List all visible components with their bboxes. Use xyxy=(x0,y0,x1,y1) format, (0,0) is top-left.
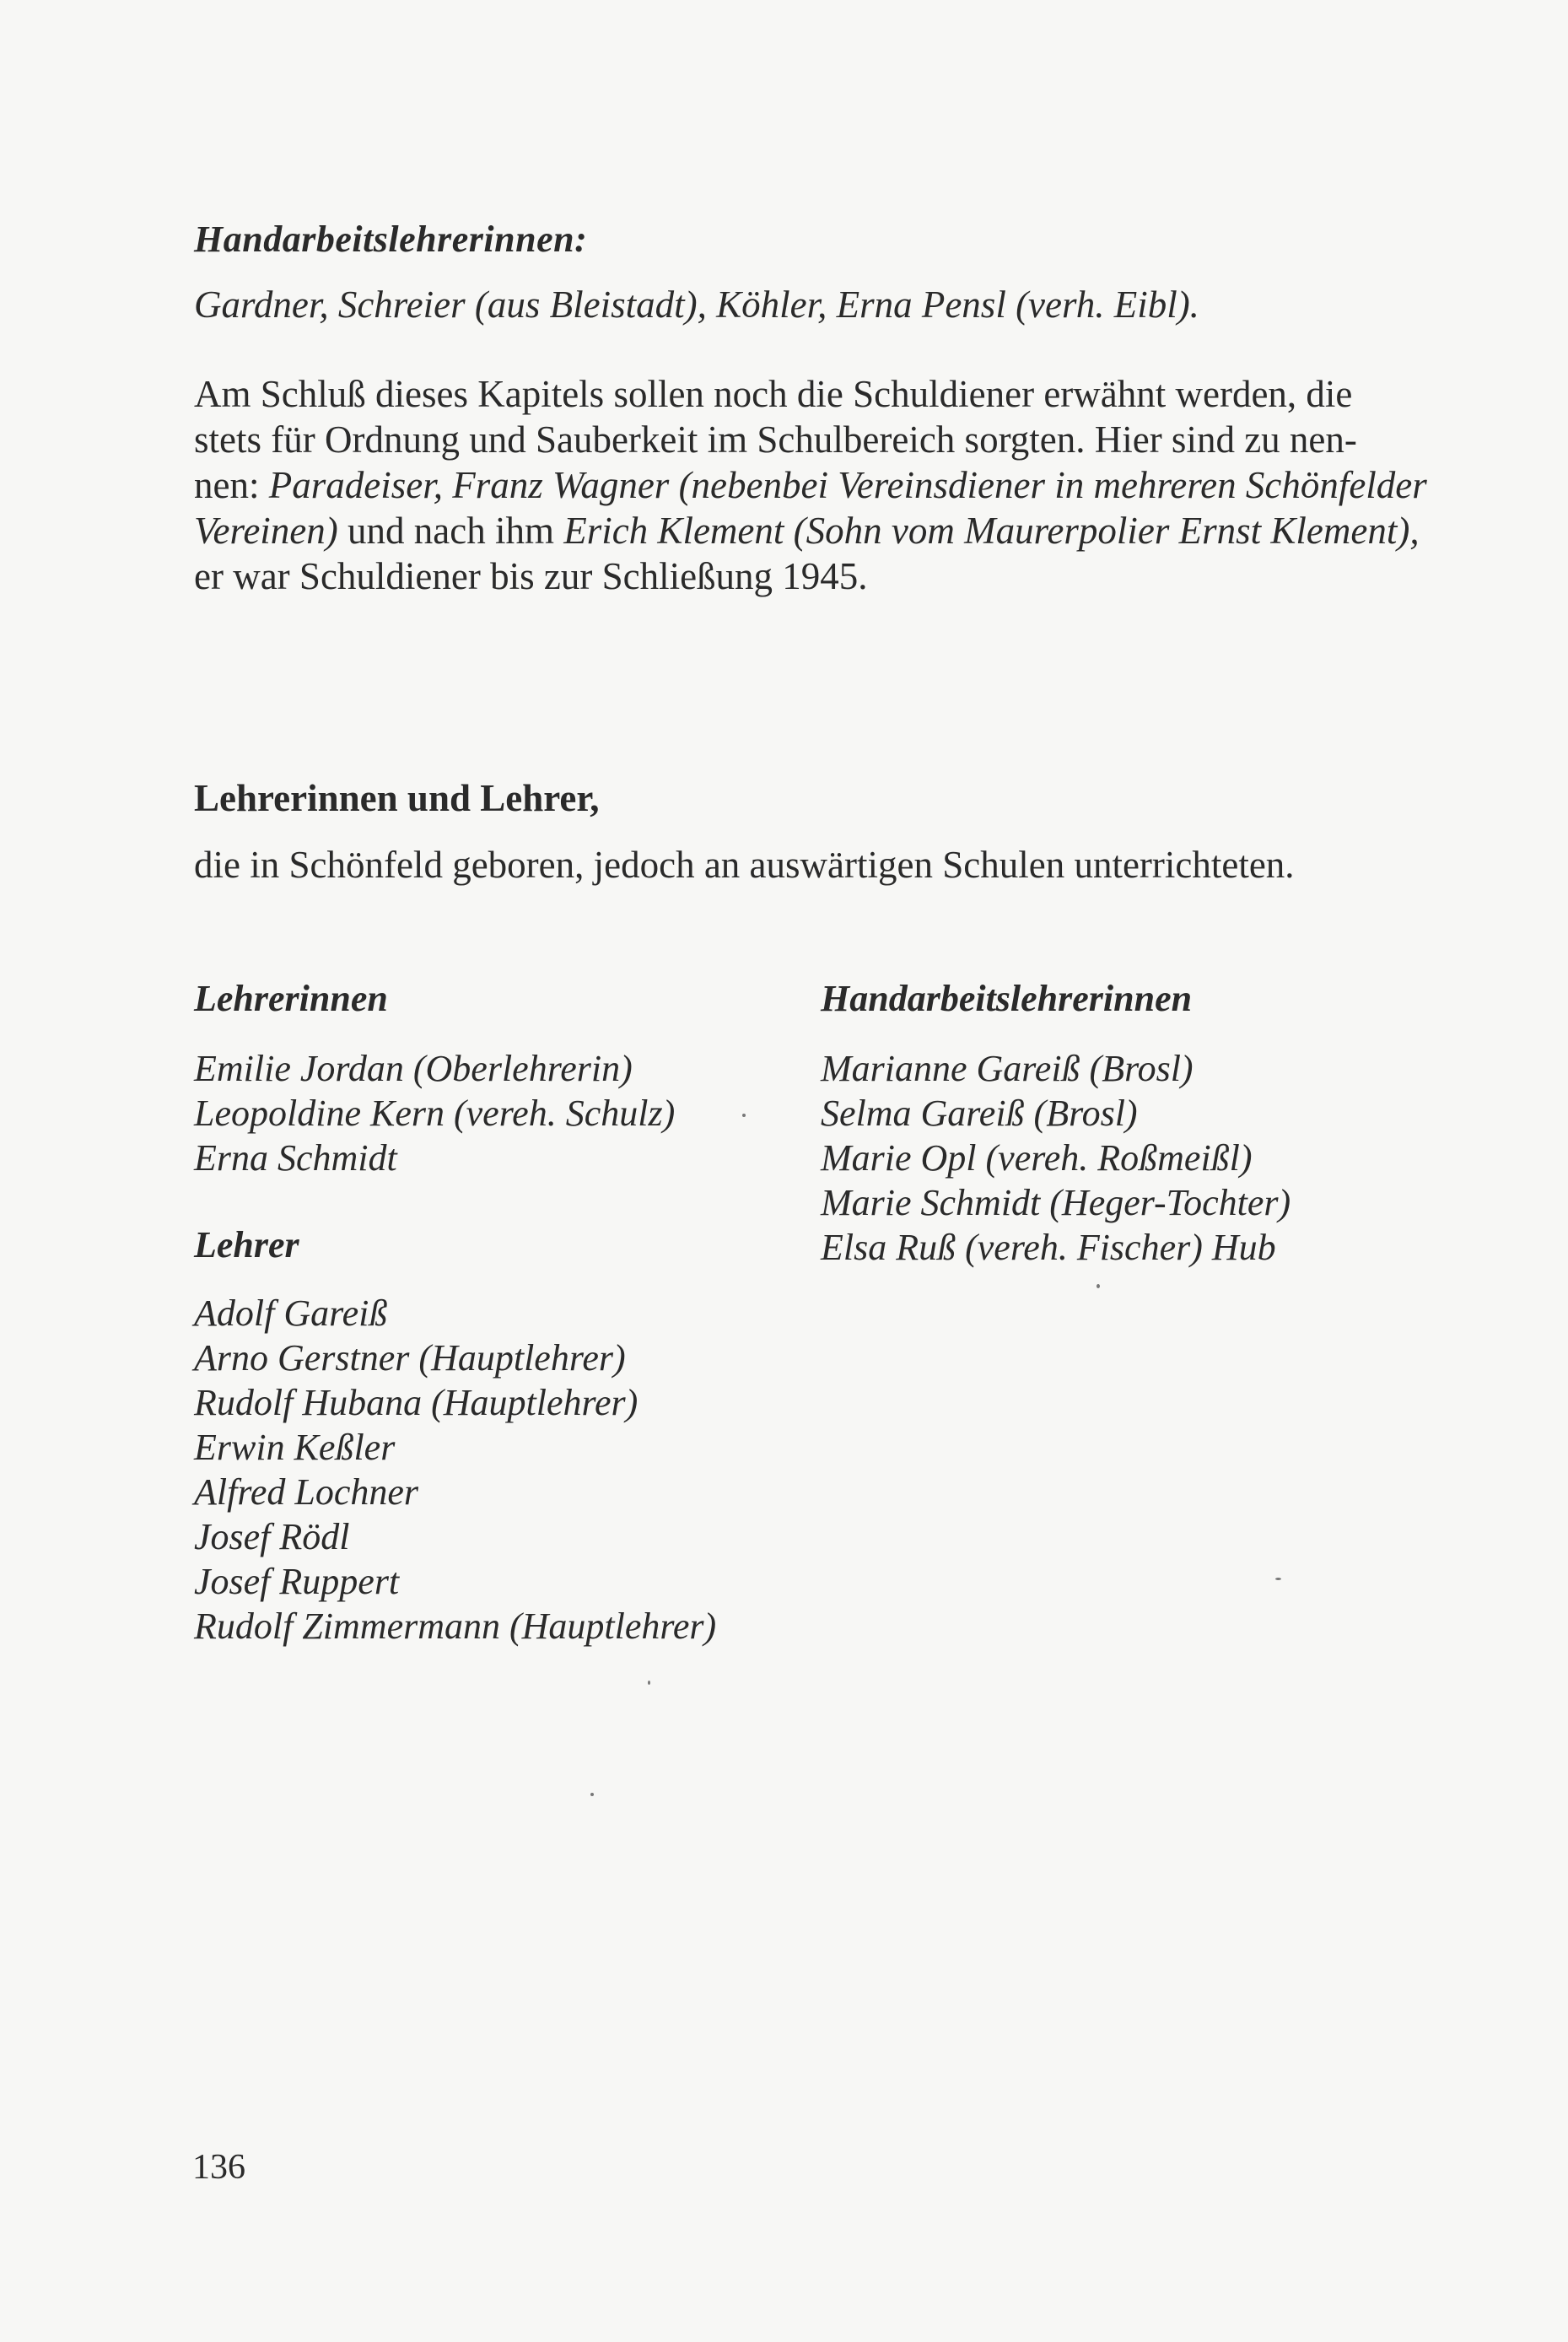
list-item: Marie Opl (vereh. Roßmeißl) xyxy=(821,1137,1253,1179)
scan-speck xyxy=(648,1681,650,1685)
list-item: Alfred Lochner xyxy=(194,1471,418,1513)
paragraph-line-4-italic-b: Erich Klement (Sohn vom Maurerpolier Ernst Klement), xyxy=(563,510,1420,552)
list-item: Elsa Ruß (vereh. Fischer) Hub xyxy=(821,1227,1276,1268)
paragraph-line-5: er war Schuldiener bis zur Schließung 1945. xyxy=(194,555,868,597)
list-item: Selma Gareiß (Brosl) xyxy=(821,1093,1138,1134)
schuldiener-paragraph xyxy=(194,371,1427,599)
list-item: Erwin Keßler xyxy=(194,1427,396,1468)
list-item: Josef Ruppert xyxy=(194,1561,400,1602)
paragraph-line-2: stets für Ordnung und Sauberkeit im Schulbereich sorgten. Hier sind zu nen- xyxy=(194,418,1357,461)
lehrer-list xyxy=(194,1291,716,1649)
list-item: Rudolf Zimmermann (Hauptlehrer) xyxy=(194,1605,717,1647)
paragraph-line-4-italic-a: Vereinen) xyxy=(194,510,338,552)
paragraph-line-3-plain: nen: xyxy=(194,464,269,506)
list-item: Emilie Jordan (Oberlehrerin) xyxy=(194,1048,633,1089)
list-item: Marianne Gareiß (Brosl) xyxy=(821,1048,1194,1089)
paragraph-line-3-italic: Paradeiser, Franz Wagner (nebenbei Vereinsdiener in mehreren Schönfelder xyxy=(268,464,1427,506)
handarbeitslehrerinnen-title: Handarbeitslehrerinnen xyxy=(821,978,1193,1019)
list-item: Marie Schmidt (Heger-Tochter) xyxy=(821,1182,1291,1223)
paragraph-line-4 xyxy=(194,508,1427,553)
paragraph-line-3 xyxy=(194,462,1427,508)
list-item: Josef Rödl xyxy=(194,1516,350,1557)
lehrerinnen-title: Lehrerinnen xyxy=(194,978,388,1019)
paragraph-line-1: Am Schluß dieses Kapitels sollen noch die Schuldiener erwähnt werden, die xyxy=(194,373,1353,415)
handarbeit-header: Handarbeitslehrerinnen: xyxy=(194,219,588,260)
scan-speck xyxy=(742,1114,746,1117)
list-item: Erna Schmidt xyxy=(194,1137,397,1179)
list-item: Leopoldine Kern (vereh. Schulz) xyxy=(194,1093,676,1134)
paragraph-line-4-plain: und nach ihm xyxy=(337,510,564,552)
lehrerinnen-list xyxy=(194,1046,675,1180)
list-item: Adolf Gareiß xyxy=(194,1292,388,1334)
section-heading: Lehrerinnen und Lehrer, xyxy=(194,777,600,819)
scan-speck xyxy=(590,1793,594,1796)
lehrer-title: Lehrer xyxy=(194,1224,299,1265)
list-item: Rudolf Hubana (Hauptlehrer) xyxy=(194,1382,639,1423)
section-subheading: die in Schönfeld geboren, jedoch an auswärtigen Schulen unterrichteten. xyxy=(194,844,1295,886)
scan-speck xyxy=(1275,1578,1281,1580)
page-number: 136 xyxy=(192,2148,245,2187)
scan-speck xyxy=(1097,1284,1100,1288)
handarbeitslehrerinnen-list xyxy=(821,1046,1291,1270)
list-item: Arno Gerstner (Hauptlehrer) xyxy=(194,1337,626,1379)
handarbeit-names: Gardner, Schreier (aus Bleistadt), Köhler, Erna Pensl (verh. Eibl). xyxy=(194,283,1199,326)
